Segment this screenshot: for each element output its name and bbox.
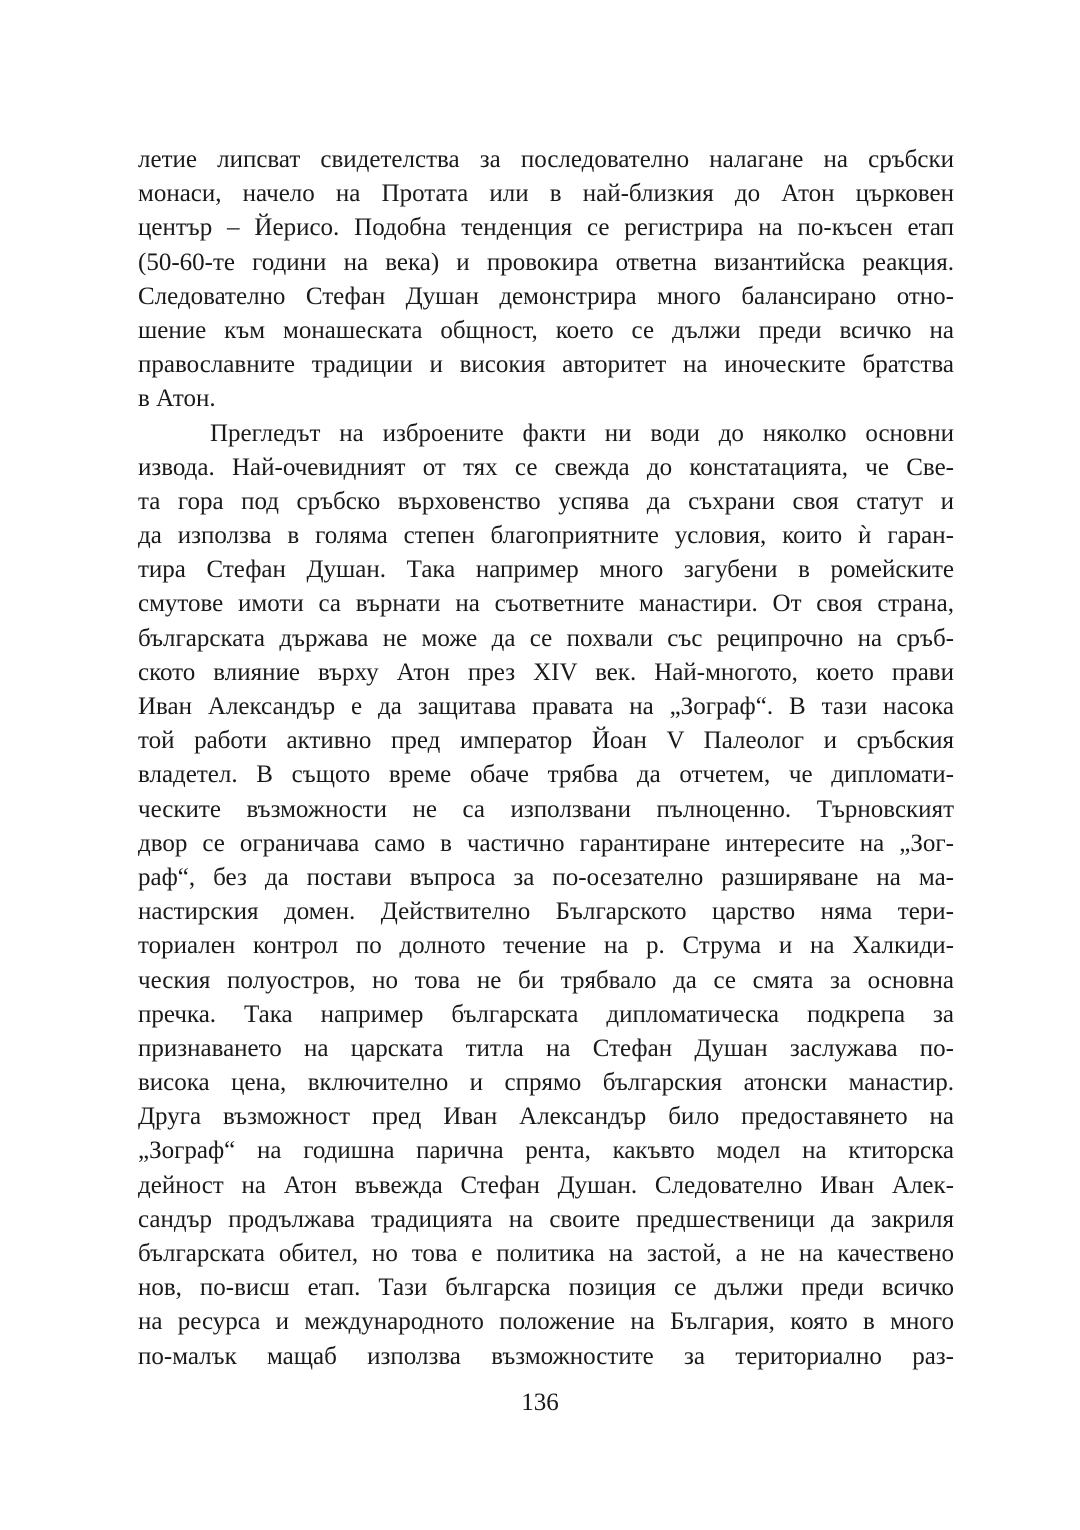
- text-line: българската държава не може да се похвали със реципрочно на сръб-: [138, 624, 954, 652]
- page-number: 136: [521, 1389, 559, 1416]
- paragraph: [138, 143, 954, 417]
- text-line: та гора под сръбско върховенство успява да съхрани своя статут и: [138, 487, 954, 515]
- text-line: да използва в голяма степен благоприятните условия, които ѝ гаран-: [138, 522, 954, 550]
- text-line: тира Стефан Душан. Така например много загубени в ромейските: [138, 556, 954, 584]
- text-line: център – Йерисо. Подобна тенденция се регистрира на по-късен етап: [138, 214, 954, 242]
- text-line: двор се ограничава само в частично гарантиране интересите на „Зог-: [138, 829, 954, 857]
- text-line: летие липсват свидетелства за последователно налагане на сръбски: [138, 146, 954, 173]
- text-line: Друга възможност пред Иван Александър било предоставянето на: [138, 1103, 954, 1131]
- text-line: сандър продължава традицията на своите предшественици да закриля: [138, 1205, 954, 1233]
- text-line: ториален контрол по долното течение на р. Струма и на Халкиди-: [138, 932, 954, 960]
- text-line: (50-60-те години на века) и провокира ответна византийска реакция.: [138, 248, 954, 276]
- text-line: шение към монашеската общност, което се дължи преди всичко на: [138, 316, 954, 344]
- text-line: Иван Александър е да защитава правата на „Зограф“. В тази насока: [138, 693, 954, 720]
- text-line: в Атон.: [138, 385, 216, 413]
- text-line: на ресурса и международното положение на България, която в много: [138, 1308, 954, 1336]
- text-line: ческия полуостров, но това не би трябвало да се смята за основна: [138, 966, 954, 994]
- text-line: раф“, без да постави въпроса за по-осезателно разширяване на ма-: [138, 863, 954, 891]
- text-line: монаси, начело на Протата или в най-близкия до Атон църковен: [138, 180, 954, 208]
- text-line: признаването на царската титла на Стефан Душан заслужава по-: [138, 1034, 954, 1062]
- text-line: Прегледът на изброените факти ни води до няколко основни: [210, 419, 954, 447]
- text-line: извода. Най-очевидният от тях се свежда до констатацията, че Све-: [138, 453, 954, 481]
- text-line: „Зограф“ на годишна парична рента, какъвто модел на ктиторска: [138, 1137, 954, 1165]
- paragraph: [138, 417, 954, 1374]
- text-line: ското влияние върху Атон през XIV век. Най-многото, което прави: [138, 658, 954, 686]
- text-line: настирския домен. Действително Българското царство няма тери-: [138, 898, 954, 926]
- text-line: дейност на Атон въвежда Стефан Душан. Следователно Иван Алек-: [138, 1171, 954, 1199]
- text-line: висока цена, включително и спрямо българския атонски манастир.: [138, 1069, 954, 1097]
- text-line: българската обител, но това е политика на застой, а не на качествено: [138, 1240, 954, 1267]
- text-line: владетел. В същото време обаче трябва да отчетем, че дипломати-: [138, 761, 954, 789]
- text-line: православните традиции и високия авторитет на иноческите братства: [138, 351, 954, 379]
- text-line: Следователно Стефан Душан демонстрира много балансирано отно-: [138, 282, 954, 310]
- text-line: нов, по-висш етап. Тази българска позиция се дължи преди всичко: [138, 1274, 954, 1302]
- text-line: той работи активно пред император Йоан V Палеолог и сръбския: [138, 727, 954, 755]
- text-line: смутове имоти са върнати на съответните манастири. От своя страна,: [138, 590, 954, 618]
- text-line: по-малък мащаб използва възможностите за териториално раз-: [138, 1342, 954, 1370]
- text-line: пречка. Така например българската дипломатическа подкрепа за: [138, 1000, 954, 1028]
- text-line: ческите възможности не са използвани пълноценно. Търновският: [138, 795, 954, 823]
- body-text: [138, 143, 954, 1374]
